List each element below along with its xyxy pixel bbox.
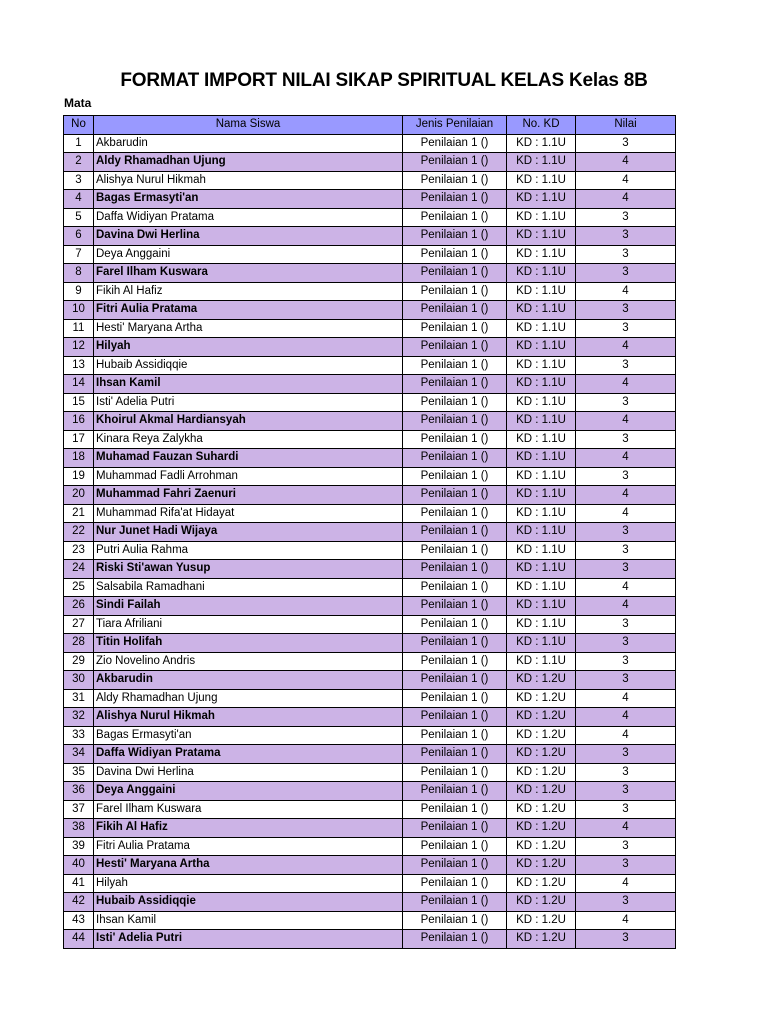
cell-score: 3 [576,264,676,283]
cell-no: 20 [64,486,94,505]
cell-assessment-type: Penilaian 1 () [403,486,507,505]
cell-student-name: Farel Ilham Kuswara [94,264,403,283]
cell-student-name: Salsabila Ramadhani [94,578,403,597]
cell-kd-number: KD : 1.1U [507,615,576,634]
cell-no: 36 [64,782,94,801]
cell-kd-number: KD : 1.1U [507,134,576,153]
cell-no: 24 [64,560,94,579]
cell-score: 3 [576,208,676,227]
table-row [64,282,676,301]
cell-kd-number: KD : 1.1U [507,504,576,523]
cell-kd-number: KD : 1.2U [507,763,576,782]
cell-no: 21 [64,504,94,523]
cell-no: 29 [64,652,94,671]
cell-score: 4 [576,449,676,468]
cell-assessment-type: Penilaian 1 () [403,449,507,468]
table-row [64,245,676,264]
cell-no: 28 [64,634,94,653]
cell-no: 17 [64,430,94,449]
cell-student-name: Muhammad Fadli Arrohman [94,467,403,486]
cell-assessment-type: Penilaian 1 () [403,615,507,634]
cell-assessment-type: Penilaian 1 () [403,911,507,930]
cell-kd-number: KD : 1.2U [507,856,576,875]
cell-score: 4 [576,819,676,838]
cell-assessment-type: Penilaian 1 () [403,412,507,431]
cell-assessment-type: Penilaian 1 () [403,338,507,357]
cell-score: 4 [576,153,676,172]
cell-no: 30 [64,671,94,690]
cell-kd-number: KD : 1.2U [507,708,576,727]
cell-assessment-type: Penilaian 1 () [403,227,507,246]
cell-kd-number: KD : 1.2U [507,782,576,801]
cell-assessment-type: Penilaian 1 () [403,264,507,283]
table-row [64,578,676,597]
cell-score: 3 [576,393,676,412]
cell-kd-number: KD : 1.1U [507,375,576,394]
cell-score: 3 [576,800,676,819]
cell-assessment-type: Penilaian 1 () [403,430,507,449]
cell-no: 15 [64,393,94,412]
cell-no: 26 [64,597,94,616]
cell-kd-number: KD : 1.1U [507,171,576,190]
cell-no: 35 [64,763,94,782]
cell-score: 3 [576,430,676,449]
cell-score: 4 [576,486,676,505]
cell-student-name: Isti' Adelia Putri [94,393,403,412]
cell-student-name: Hesti' Maryana Artha [94,319,403,338]
cell-student-name: Bagas Ermasyti'an [94,726,403,745]
cell-assessment-type: Penilaian 1 () [403,245,507,264]
cell-score: 3 [576,615,676,634]
table-row [64,171,676,190]
cell-kd-number: KD : 1.1U [507,412,576,431]
cell-student-name: Daffa Widiyan Pratama [94,745,403,764]
cell-no: 39 [64,837,94,856]
cell-score: 3 [576,467,676,486]
table-row [64,634,676,653]
cell-no: 16 [64,412,94,431]
cell-assessment-type: Penilaian 1 () [403,893,507,912]
cell-no: 9 [64,282,94,301]
cell-no: 7 [64,245,94,264]
table-row [64,800,676,819]
cell-score: 3 [576,356,676,375]
table-row [64,319,676,338]
cell-score: 4 [576,597,676,616]
cell-student-name: Muhammad Rifa'at Hidayat [94,504,403,523]
cell-no: 38 [64,819,94,838]
cell-student-name: Davina Dwi Herlina [94,763,403,782]
table-row [64,726,676,745]
column-header-jenis-penilaian: Jenis Penilaian [403,116,507,135]
cell-student-name: Hesti' Maryana Artha [94,856,403,875]
cell-no: 25 [64,578,94,597]
cell-no: 32 [64,708,94,727]
cell-score: 3 [576,745,676,764]
cell-kd-number: KD : 1.2U [507,837,576,856]
cell-no: 43 [64,911,94,930]
cell-assessment-type: Penilaian 1 () [403,375,507,394]
cell-score: 4 [576,412,676,431]
table-row [64,560,676,579]
cell-kd-number: KD : 1.2U [507,893,576,912]
cell-no: 22 [64,523,94,542]
cell-no: 34 [64,745,94,764]
table-row [64,504,676,523]
cell-student-name: Zio Novelino Andris [94,652,403,671]
cell-score: 4 [576,282,676,301]
cell-score: 4 [576,726,676,745]
cell-student-name: Fitri Aulia Pratama [94,837,403,856]
cell-student-name: Deya Anggaini [94,782,403,801]
cell-score: 4 [576,708,676,727]
cell-assessment-type: Penilaian 1 () [403,819,507,838]
cell-assessment-type: Penilaian 1 () [403,171,507,190]
cell-kd-number: KD : 1.2U [507,745,576,764]
table-row [64,911,676,930]
cell-no: 5 [64,208,94,227]
cell-kd-number: KD : 1.1U [507,264,576,283]
cell-student-name: Alishya Nurul Hikmah [94,171,403,190]
table-row [64,153,676,172]
cell-student-name: Riski Sti'awan Yusup [94,560,403,579]
cell-score: 4 [576,171,676,190]
cell-score: 4 [576,338,676,357]
cell-score: 4 [576,874,676,893]
cell-kd-number: KD : 1.1U [507,541,576,560]
cell-score: 3 [576,837,676,856]
cell-score: 3 [576,782,676,801]
cell-assessment-type: Penilaian 1 () [403,745,507,764]
table-row [64,356,676,375]
cell-assessment-type: Penilaian 1 () [403,763,507,782]
mata-label: Mata [64,96,92,110]
cell-no: 14 [64,375,94,394]
cell-assessment-type: Penilaian 1 () [403,708,507,727]
cell-no: 4 [64,190,94,209]
cell-score: 4 [576,689,676,708]
table-row [64,597,676,616]
table-row [64,264,676,283]
cell-no: 8 [64,264,94,283]
cell-assessment-type: Penilaian 1 () [403,190,507,209]
cell-kd-number: KD : 1.1U [507,634,576,653]
cell-student-name: Hubaib Assidiqqie [94,893,403,912]
cell-score: 3 [576,134,676,153]
cell-assessment-type: Penilaian 1 () [403,837,507,856]
cell-no: 23 [64,541,94,560]
cell-student-name: Fikih Al Hafiz [94,282,403,301]
table-row [64,375,676,394]
cell-student-name: Tiara Afriliani [94,615,403,634]
column-header-nama-siswa: Nama Siswa [94,116,403,135]
table-row [64,856,676,875]
cell-assessment-type: Penilaian 1 () [403,319,507,338]
cell-kd-number: KD : 1.1U [507,245,576,264]
cell-assessment-type: Penilaian 1 () [403,541,507,560]
cell-kd-number: KD : 1.2U [507,819,576,838]
table-row [64,393,676,412]
cell-assessment-type: Penilaian 1 () [403,726,507,745]
table-row [64,467,676,486]
cell-assessment-type: Penilaian 1 () [403,301,507,320]
cell-assessment-type: Penilaian 1 () [403,282,507,301]
column-header-no-kd: No. KD [507,116,576,135]
cell-assessment-type: Penilaian 1 () [403,856,507,875]
table-row [64,412,676,431]
cell-assessment-type: Penilaian 1 () [403,597,507,616]
cell-assessment-type: Penilaian 1 () [403,208,507,227]
table-row [64,301,676,320]
cell-kd-number: KD : 1.1U [507,153,576,172]
cell-kd-number: KD : 1.1U [507,652,576,671]
table-row [64,615,676,634]
cell-no: 40 [64,856,94,875]
cell-score: 3 [576,301,676,320]
cell-student-name: Muhamad Fauzan Suhardi [94,449,403,468]
cell-kd-number: KD : 1.1U [507,319,576,338]
table-row [64,652,676,671]
table-row [64,782,676,801]
cell-kd-number: KD : 1.1U [507,208,576,227]
table-row [64,338,676,357]
table-row [64,227,676,246]
cell-no: 18 [64,449,94,468]
cell-kd-number: KD : 1.1U [507,597,576,616]
cell-student-name: Isti' Adelia Putri [94,930,403,949]
cell-score: 3 [576,856,676,875]
cell-assessment-type: Penilaian 1 () [403,560,507,579]
table-row [64,819,676,838]
cell-assessment-type: Penilaian 1 () [403,930,507,949]
table-row [64,208,676,227]
cell-no: 33 [64,726,94,745]
cell-score: 3 [576,319,676,338]
cell-student-name: Nur Junet Hadi Wijaya [94,523,403,542]
cell-kd-number: KD : 1.2U [507,800,576,819]
cell-student-name: Fikih Al Hafiz [94,819,403,838]
cell-score: 3 [576,560,676,579]
cell-score: 4 [576,504,676,523]
table-row [64,671,676,690]
cell-no: 31 [64,689,94,708]
cell-score: 3 [576,541,676,560]
cell-student-name: Kinara Reya Zalykha [94,430,403,449]
cell-kd-number: KD : 1.1U [507,578,576,597]
table-row [64,430,676,449]
cell-student-name: Aldy Rhamadhan Ujung [94,153,403,172]
table-row [64,190,676,209]
cell-kd-number: KD : 1.1U [507,449,576,468]
cell-no: 27 [64,615,94,634]
cell-kd-number: KD : 1.1U [507,356,576,375]
cell-student-name: Farel Ilham Kuswara [94,800,403,819]
table-row [64,708,676,727]
cell-kd-number: KD : 1.2U [507,689,576,708]
cell-student-name: Aldy Rhamadhan Ujung [94,689,403,708]
cell-score: 3 [576,652,676,671]
cell-assessment-type: Penilaian 1 () [403,634,507,653]
cell-score: 4 [576,911,676,930]
cell-assessment-type: Penilaian 1 () [403,800,507,819]
cell-kd-number: KD : 1.2U [507,671,576,690]
cell-assessment-type: Penilaian 1 () [403,689,507,708]
table-row [64,523,676,542]
cell-kd-number: KD : 1.1U [507,486,576,505]
table-row [64,745,676,764]
cell-kd-number: KD : 1.2U [507,874,576,893]
cell-no: 41 [64,874,94,893]
cell-score: 4 [576,578,676,597]
cell-score: 3 [576,930,676,949]
cell-kd-number: KD : 1.2U [507,930,576,949]
cell-no: 3 [64,171,94,190]
cell-kd-number: KD : 1.1U [507,393,576,412]
cell-score: 4 [576,375,676,394]
cell-assessment-type: Penilaian 1 () [403,393,507,412]
column-header-nilai: Nilai [576,116,676,135]
table-row [64,486,676,505]
cell-student-name: Khoirul Akmal Hardiansyah [94,412,403,431]
table-row [64,134,676,153]
cell-assessment-type: Penilaian 1 () [403,134,507,153]
cell-kd-number: KD : 1.1U [507,301,576,320]
cell-no: 10 [64,301,94,320]
grades-table [63,115,676,949]
cell-student-name: Sindi Failah [94,597,403,616]
cell-no: 2 [64,153,94,172]
cell-student-name: Titin Holifah [94,634,403,653]
cell-student-name: Akbarudin [94,671,403,690]
cell-no: 37 [64,800,94,819]
cell-score: 3 [576,245,676,264]
cell-no: 42 [64,893,94,912]
cell-student-name: Davina Dwi Herlina [94,227,403,246]
cell-kd-number: KD : 1.1U [507,227,576,246]
page-title: FORMAT IMPORT NILAI SIKAP SPIRITUAL KELAS Kelas 8B [120,70,648,91]
cell-score: 3 [576,893,676,912]
cell-assessment-type: Penilaian 1 () [403,874,507,893]
cell-assessment-type: Penilaian 1 () [403,652,507,671]
table-row [64,930,676,949]
cell-assessment-type: Penilaian 1 () [403,523,507,542]
header-row [64,116,676,135]
cell-kd-number: KD : 1.2U [507,911,576,930]
cell-no: 44 [64,930,94,949]
cell-kd-number: KD : 1.2U [507,726,576,745]
cell-no: 13 [64,356,94,375]
cell-kd-number: KD : 1.1U [507,282,576,301]
table-row [64,449,676,468]
cell-student-name: Hilyah [94,338,403,357]
cell-assessment-type: Penilaian 1 () [403,671,507,690]
cell-student-name: Bagas Ermasyti'an [94,190,403,209]
cell-score: 3 [576,763,676,782]
cell-kd-number: KD : 1.1U [507,560,576,579]
cell-kd-number: KD : 1.1U [507,338,576,357]
cell-assessment-type: Penilaian 1 () [403,356,507,375]
cell-assessment-type: Penilaian 1 () [403,782,507,801]
cell-no: 12 [64,338,94,357]
cell-score: 3 [576,227,676,246]
cell-student-name: Fitri Aulia Pratama [94,301,403,320]
column-header-no: No [64,116,94,135]
table-row [64,874,676,893]
cell-assessment-type: Penilaian 1 () [403,578,507,597]
cell-assessment-type: Penilaian 1 () [403,153,507,172]
table-row [64,893,676,912]
cell-student-name: Deya Anggaini [94,245,403,264]
cell-score: 3 [576,671,676,690]
table-row [64,689,676,708]
cell-no: 11 [64,319,94,338]
cell-assessment-type: Penilaian 1 () [403,467,507,486]
cell-score: 3 [576,634,676,653]
cell-student-name: Putri Aulia Rahma [94,541,403,560]
cell-student-name: Akbarudin [94,134,403,153]
table-body [64,134,676,948]
table-row [64,541,676,560]
cell-student-name: Alishya Nurul Hikmah [94,708,403,727]
cell-no: 19 [64,467,94,486]
table-row [64,763,676,782]
cell-no: 1 [64,134,94,153]
cell-assessment-type: Penilaian 1 () [403,504,507,523]
cell-score: 3 [576,523,676,542]
cell-score: 4 [576,190,676,209]
cell-kd-number: KD : 1.1U [507,467,576,486]
cell-kd-number: KD : 1.1U [507,430,576,449]
cell-student-name: Hilyah [94,874,403,893]
cell-student-name: Hubaib Assidiqqie [94,356,403,375]
cell-no: 6 [64,227,94,246]
cell-student-name: Ihsan Kamil [94,911,403,930]
table-row [64,837,676,856]
cell-student-name: Daffa Widiyan Pratama [94,208,403,227]
cell-kd-number: KD : 1.1U [507,523,576,542]
cell-student-name: Muhammad Fahri Zaenuri [94,486,403,505]
cell-kd-number: KD : 1.1U [507,190,576,209]
cell-student-name: Ihsan Kamil [94,375,403,394]
